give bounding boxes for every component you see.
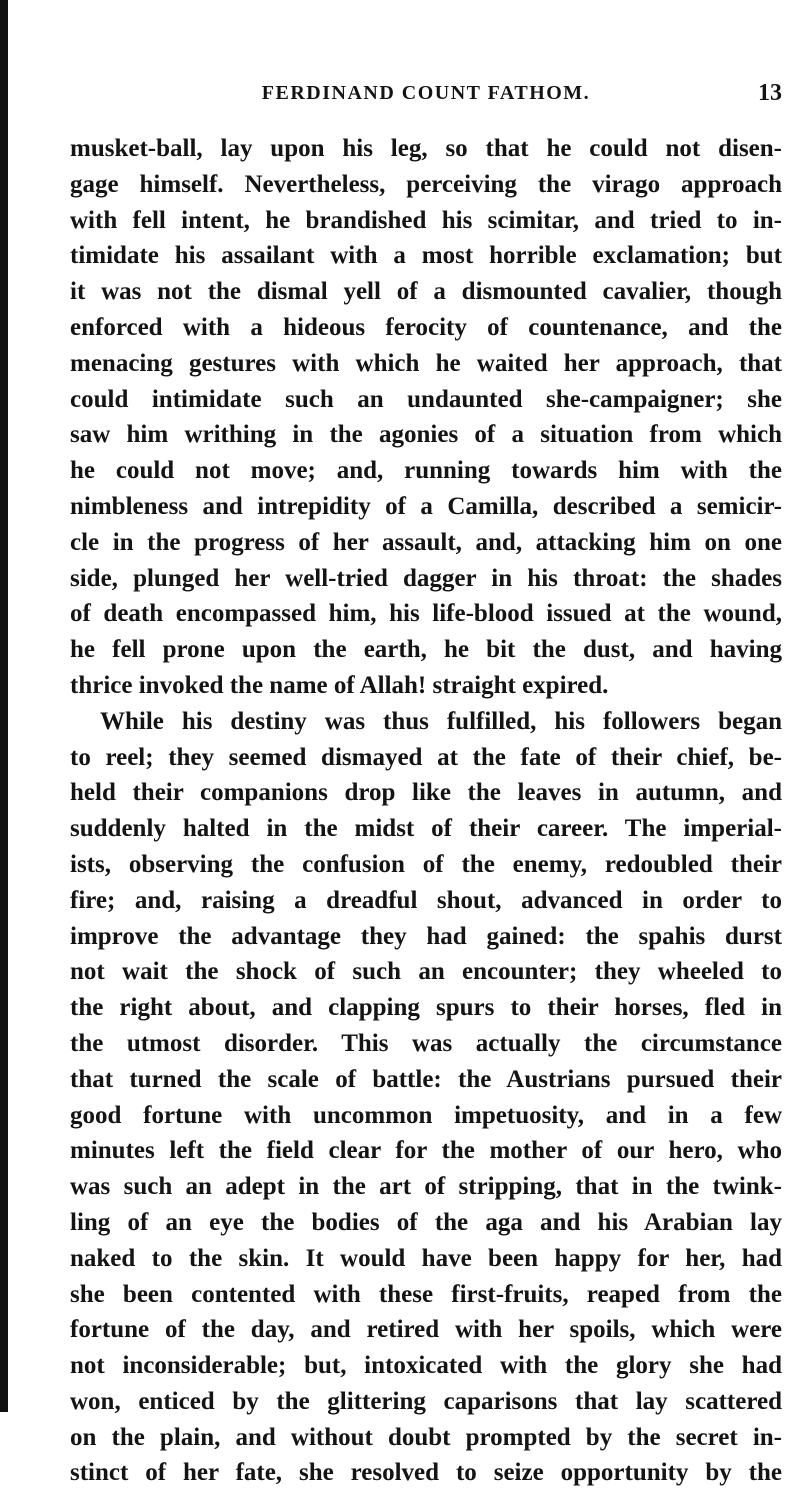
text-line: to reel; they seemed dismayed at the fate of their chief, be-	[70, 743, 782, 771]
page-number: 13	[758, 80, 782, 106]
text-line: minutes left the field clear for the mother of our hero, who	[70, 1137, 782, 1165]
text-line: good fortune with uncommon impetuosity, and in a few	[70, 1101, 782, 1129]
text-line: enforced with a hideous ferocity of countenance, and the	[70, 313, 782, 341]
text-line: nimbleness and intrepidity of a Camilla, described a semicir-	[70, 492, 782, 520]
text-line: ists, observing the confusion of the enemy, redoubled their	[70, 850, 782, 878]
text-line: timidate his assailant with a most horrible exclamation; but	[70, 242, 782, 270]
running-title: FERDINAND COUNT FATHOM.	[261, 82, 591, 104]
text-line: the utmost disorder. This was actually the circumstance	[70, 1029, 782, 1057]
text-line: he could not move; and, running towards him with the	[70, 457, 782, 485]
text-line: musket-ball, lay upon his leg, so that he could not disen-	[70, 135, 782, 162]
running-header	[70, 82, 782, 112]
text-line: could intimidate such an undaunted she-campaigner; she	[70, 385, 782, 413]
text-line: fortune of the day, and retired with her spoils, which were	[70, 1316, 782, 1344]
text-line: on the plain, and without doubt prompted by the secret in-	[70, 1423, 782, 1451]
text-line: cle in the progress of her assault, and, attacking him on one	[70, 528, 782, 556]
text-line: was such an adept in the art of stripping, that in the twink-	[70, 1173, 782, 1201]
text-line: ling of an eye the bodies of the aga and his Arabian lay	[70, 1208, 782, 1236]
text-line: not wait the shock of such an encounter; they wheeled to	[70, 958, 782, 986]
paragraph-last-line: thrice invoked the name of Allah! straight expired.	[70, 671, 609, 699]
text-line: that turned the scale of battle: the Austrians pursued their	[70, 1065, 782, 1093]
text-line: of death encompassed him, his life-blood issued at the wound,	[70, 600, 782, 628]
text-line: saw him writhing in the agonies of a situation from which	[70, 421, 782, 449]
text-line: stinct of her fate, she resolved to seize opportunity by the	[70, 1459, 782, 1487]
paragraph-first-line: While his destiny was thus fulfilled, his followers began	[100, 707, 782, 735]
text-line: the right about, and clapping spurs to their horses, fled in	[70, 994, 782, 1022]
text-line: fire; and, raising a dreadful shout, advanced in order to	[70, 886, 782, 914]
text-line: not inconsiderable; but, intoxicated with the glory she had	[70, 1352, 782, 1380]
text-line: suddenly halted in the midst of their career. The imperial-	[70, 815, 782, 843]
text-line: he fell prone upon the earth, he bit the dust, and having	[70, 636, 782, 664]
text-line: she been contented with these first-fruits, reaped from the	[70, 1280, 782, 1308]
text-line: held their companions drop like the leaves in autumn, and	[70, 779, 782, 807]
binding-edge	[0, 0, 8, 1412]
body-text	[70, 131, 782, 1491]
text-line: side, plunged her well-tried dagger in his throat: the shades	[70, 564, 782, 592]
text-line: menacing gestures with which he waited her approach, that	[70, 349, 782, 377]
text-line: won, enticed by the glittering caparisons that lay scattered	[70, 1387, 782, 1415]
text-line: improve the advantage they had gained: the spahis durst	[70, 922, 782, 950]
text-line: naked to the skin. It would have been happy for her, had	[70, 1244, 782, 1272]
text-line: gage himself. Nevertheless, perceiving the virago approach	[70, 170, 782, 198]
text-line: with fell intent, he brandished his scimitar, and tried to in-	[70, 206, 782, 234]
text-line: it was not the dismal yell of a dismounted cavalier, though	[70, 278, 782, 306]
